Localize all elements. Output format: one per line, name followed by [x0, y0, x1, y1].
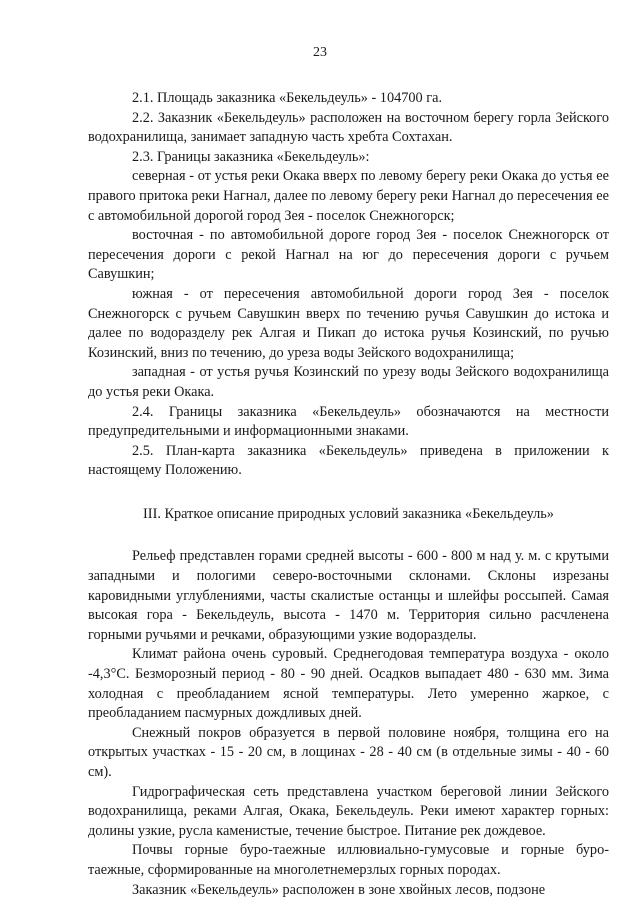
paragraph-relief: Рельеф представлен горами средней высоты - 600 - 800 м над у. м. с крутыми западными и пологими северо-восточными склонами. Склоны изрезаны каровидными углублениями, часты скалистые останцы и шлейфы россыпей. Самая высокая гора - Бекельдеуль, высота - 1470 м. Территория сильно расчленена горными ручьями и речками, образующими узкие водоразделы. [88, 548, 609, 643]
section-heading: III. Краткое описание природных условий заказника «Бекельдеуль» [143, 505, 554, 522]
paragraph-hydrography: Гидрографическая сеть представлена участком береговой линии Зейского водохранилища, реками Алгая, Окака, Бекельдеуль. Реки имеют характер горных: долины узкие, русла каменистые, течение быстрое. Питание рек дождевое. [88, 783, 609, 839]
paragraph-snow-cover: Снежный покров образуется в первой половине ноября, толщина его на открытых участках - 15 - 20 см, в лощинах - 28 - 40 см (в отдельные зимы - 40 - 60 см). [88, 724, 609, 780]
paragraph-area: 2.1. Площадь заказника «Бекельдеуль» - 104700 га. [132, 90, 443, 106]
paragraph-soils: Почвы горные буро-таежные иллювиально-гумусовые и горные буро-таежные, сформированные на многолетнемерзлых горных породах. [88, 842, 609, 878]
paragraph-boundary-east: восточная - по автомобильной дороге город Зея - поселок Снежногорск от пересечения дороги с рекой Нагнал на юг до пересечения дороги с ручьем Савушкин; [88, 227, 609, 283]
paragraph-boundary-north: северная - от устья реки Окака вверх по левому берегу реки Окака до устья ее правого притока реки Нагнал, далее по левому берегу реки Нагнал до пересечения ее с автомобильной дорогой город Зея - поселок Снежногорск; [88, 168, 609, 224]
page-number: 23 [313, 45, 327, 60]
paragraph-climate: Климат района очень суровый. Среднегодовая температура воздуха - около -4,3°С. Безморозный период - 80 - 90 дней. Осадков выпадает 480 - 630 мм. Зима холодная с преобладанием ясной температуры. Лето умеренно жаркое, с преобладанием пасмурных дождливых дней. [88, 646, 609, 722]
document-body [88, 89, 609, 900]
paragraph-boundaries-intro: 2.3. Границы заказника «Бекельдеуль»: [132, 148, 370, 165]
paragraph-forest-zone: Заказник «Бекельдеуль» расположен в зоне хвойных лесов, подзоне [132, 881, 546, 898]
paragraph-boundary-west: западная - от устья ручья Козинский по урезу воды Зейского водохранилища до устья реки Окака. [88, 364, 609, 400]
paragraph-map-reference: 2.5. План-карта заказника «Бекельдеуль» приведена в приложении к настоящему Положению. [88, 442, 609, 479]
paragraph-boundary-markers: 2.4. Границы заказника «Бекельдеуль» обозначаются на местности предупредительными и информационными знаками. [88, 403, 609, 440]
paragraph-boundary-south: южная - от пересечения автомобильной дороги город Зея - поселок Снежногорск с ручьем Савушкин вверх по течению ручья Савушкин до истока и далее по водоразделу рек Алгая и Пикап до истока ручья Козинский, по ручью Козинский, вниз по течению, до уреза воды Зейского водохранилища; [88, 285, 609, 361]
paragraph-location: 2.2. Заказник «Бекельдеуль» расположен на восточном берегу горла Зейского водохранилища, занимает западную часть хребта Сохтахан. [88, 109, 609, 146]
